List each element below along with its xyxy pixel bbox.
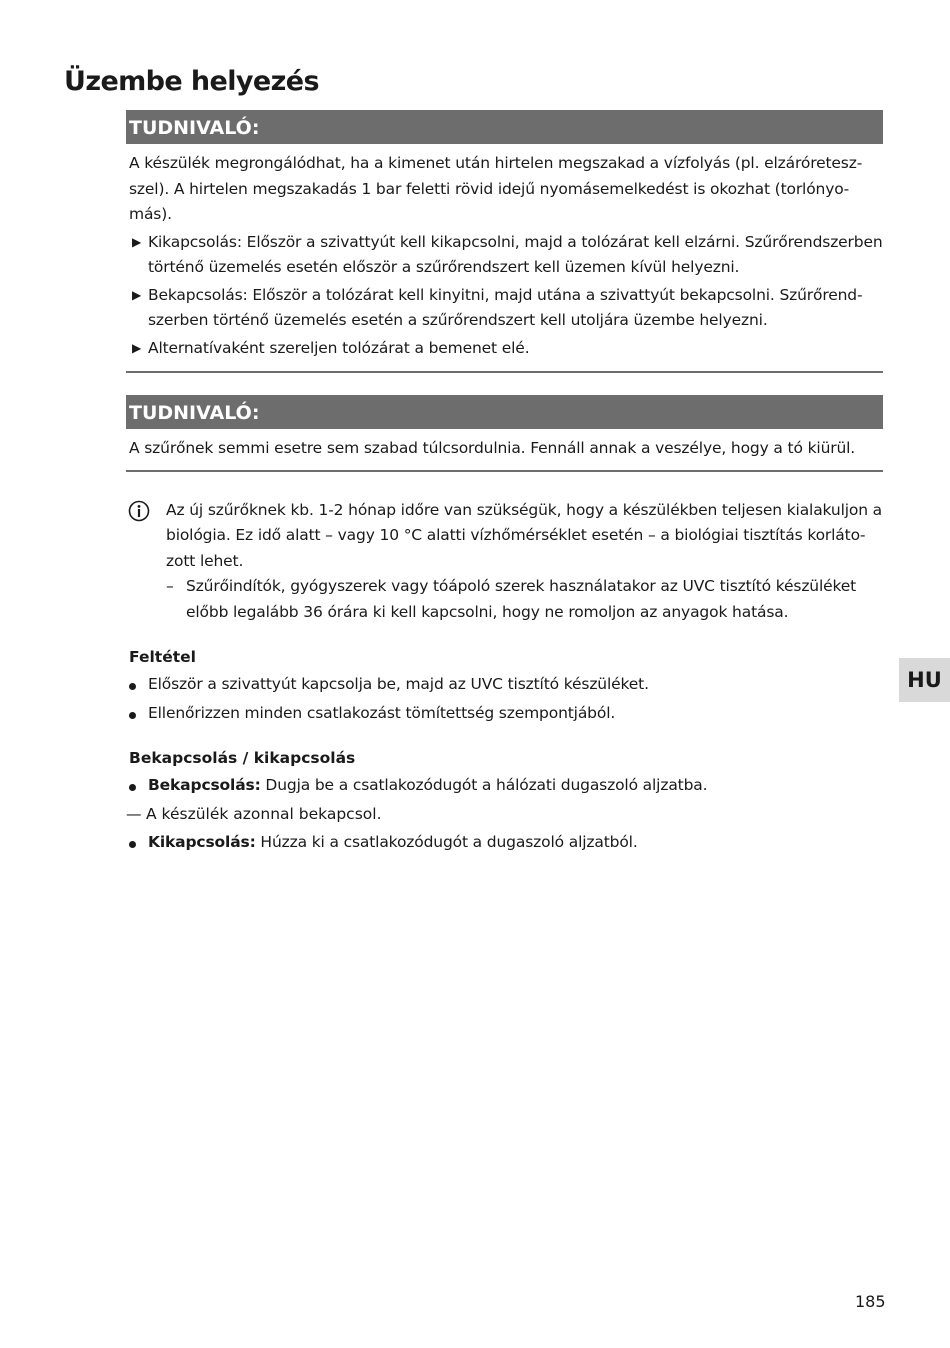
list-item-text: Először a szivattyút kapcsolja be, majd az UVC tisztító készüléket. <box>148 675 649 693</box>
switch-off-label: Kikapcsolás: <box>148 833 256 851</box>
notice-box-1 <box>126 110 883 373</box>
section-title-switch: Bekapcsolás / kikapcsolás <box>129 749 356 767</box>
list-item-text: Alternatívaként szereljen tolózárat a bemenet elé. <box>148 338 530 357</box>
switch-on-label: Bekapcsolás: <box>148 776 261 794</box>
language-tab: HU <box>899 658 950 702</box>
info-text: Az új szűrőknek kb. 1-2 hónap időre van szükségük, hogy a készülékben teljesen kialakuljon a biológia. Ez idő alatt – vagy 10 °C alatti vízhőmérséklet esetén – a biológiai tisztítás korlátozott lehet. <box>166 500 883 570</box>
notice-header: TUDNIVALÓ: <box>126 395 883 429</box>
right-triangle-icon: ▶ <box>132 287 142 302</box>
list-item-text: Bekapcsolás: Először a tolózárat kell kinyitni, majd utána a szivattyút bekapcsolni. Szűrőrendszerben történő üzemelés esetén a szűrőrendszert kell utoljára üzembe helyezni. <box>148 285 863 329</box>
list-item-text: Kikapcsolás: Először a szivattyút kell kikapcsolni, majd a tolózárat kell elzárni. Szűrőrendszerben történő üzemelés esetén először a szűrőrendszert kell üzemen kívül helyezni. <box>148 232 883 276</box>
dash-marker: – <box>166 577 174 595</box>
bullet-dot-icon <box>129 784 136 791</box>
main-content <box>126 110 883 859</box>
bullet-dot-icon <box>129 841 136 848</box>
info-subnote-text: Szűrőindítók, gyógyszerek vagy tóápoló szerek használatakor az UVC tisztító készüléket előbb legalább 36 órára ki kell kapcsolni, hogy ne romoljon az anyagok hatása. <box>186 577 857 621</box>
bullet-dot-icon <box>129 683 136 690</box>
switch-off-text: Húzza ki a csatlakozódugót a dugaszoló aljzatból. <box>255 833 638 851</box>
switch-on-result <box>126 802 883 828</box>
info-note <box>126 498 883 626</box>
notice-header: TUDNIVALÓ: <box>126 110 883 144</box>
list-item <box>129 336 883 362</box>
list-item-text: Ellenőrizzen minden csatlakozást tömítettség szempontjából. <box>148 703 616 722</box>
notice-text: A szűrőnek semmi esetre sem szabad túlcsordulnia. Fennáll annak a veszélye, hogy a tó kiürül. <box>129 439 856 457</box>
page-title: Üzembe helyezés <box>64 66 319 97</box>
list-item <box>126 830 883 856</box>
info-circle-icon <box>128 500 150 522</box>
dash-marker: — <box>126 804 142 823</box>
notice-body <box>126 429 883 472</box>
list-item <box>126 672 883 698</box>
notice-box-2 <box>126 395 883 472</box>
list-item <box>126 701 883 727</box>
info-subnote <box>166 574 883 625</box>
notice-action-list <box>129 230 883 362</box>
condition-list <box>126 672 883 726</box>
switch-list <box>126 773 883 856</box>
section-title-condition: Feltétel <box>129 648 196 666</box>
right-triangle-icon: ▶ <box>132 340 142 355</box>
page-number: 185 <box>855 1292 886 1311</box>
list-item <box>129 230 883 281</box>
switch-on-text: Dugja be a csatlakozódugót a hálózati dugaszoló aljzatba. <box>260 776 708 794</box>
list-item <box>126 773 883 799</box>
right-triangle-icon: ▶ <box>132 234 142 249</box>
notice-text: A készülék megrongálódhat, ha a kimenet után hirtelen megszakad a vízfolyás (pl. elzáróreteszszel). A hirtelen megszakadás 1 bar feletti rövid idejű nyomásemelkedést is okozhat (torlónyomás). <box>129 154 863 223</box>
notice-body <box>126 144 883 373</box>
switch-on-result-text: A készülék azonnal bekapcsol. <box>146 804 382 823</box>
bullet-dot-icon <box>129 712 136 719</box>
list-item <box>129 283 883 334</box>
